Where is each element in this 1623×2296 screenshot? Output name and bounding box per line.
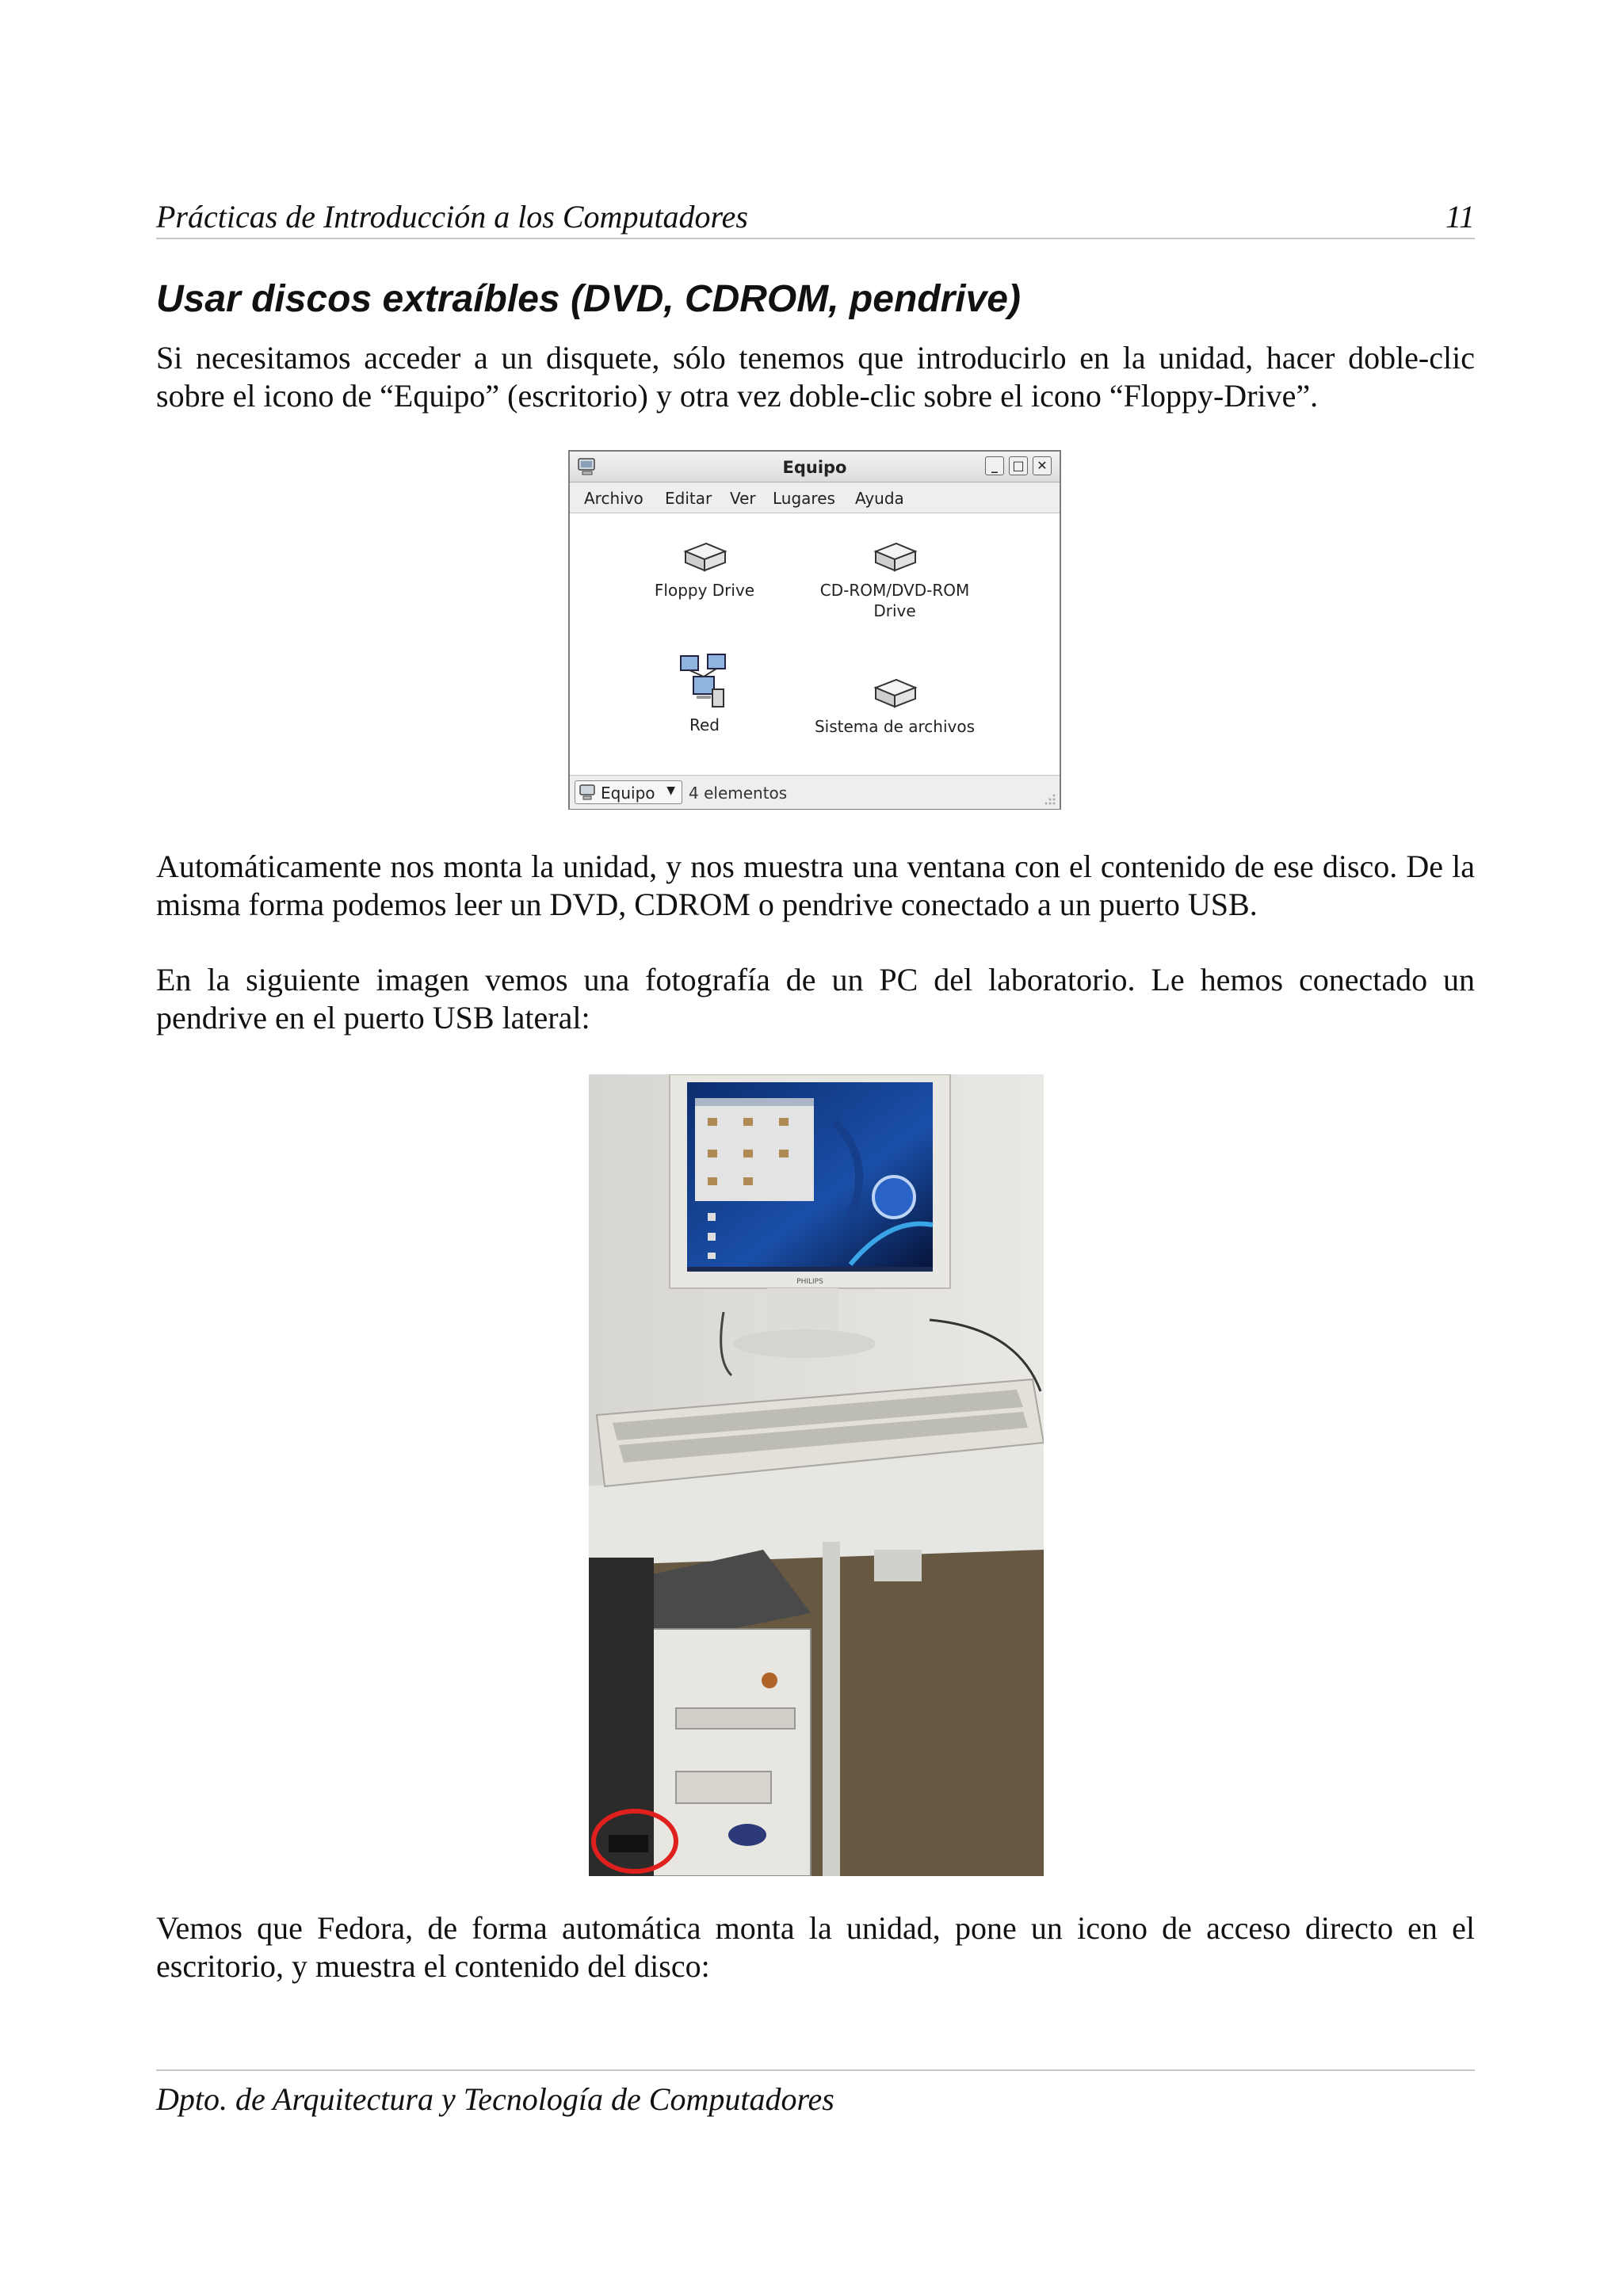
cdrom-drive-item[interactable] xyxy=(800,536,990,621)
close-button[interactable]: ✕ xyxy=(1033,456,1052,475)
menu-lugares[interactable]: Lugares xyxy=(773,489,835,508)
drive-icon xyxy=(869,536,920,575)
floppy-drive-item[interactable] xyxy=(609,536,800,601)
location-button-label: Equipo xyxy=(601,784,655,803)
location-button[interactable] xyxy=(575,780,682,804)
page-header xyxy=(156,193,1475,239)
chevron-down-icon: ▼ xyxy=(666,784,675,797)
menu-ver[interactable]: Ver xyxy=(730,489,756,508)
lab-pc-photo xyxy=(589,1074,1044,1876)
monitor-brand-label: PHILIPS xyxy=(796,1278,823,1286)
lab-pc-illustration xyxy=(589,1074,1044,1876)
paragraph-intro: Si necesitamos acceder a un disquete, sólo tenemos que introducirlo en la unidad, hacer doble-clic sobre el icono de “Equipo” (escritorio) y otra vez doble-clic sobre el icono “Floppy-Drive”. xyxy=(156,340,1475,414)
drive-icon xyxy=(869,672,920,711)
network-icon xyxy=(678,653,731,710)
cdrom-drive-label: CD-ROM/DVD-ROM Drive xyxy=(819,581,970,620)
window-content xyxy=(570,513,1060,751)
statusbar xyxy=(570,775,1060,809)
menu-archivo[interactable]: Archivo xyxy=(584,489,643,508)
drive-icon xyxy=(679,536,730,575)
header-title: Prácticas de Introducción a los Computadores xyxy=(156,199,748,235)
equipo-window-screenshot xyxy=(568,450,1061,810)
menubar xyxy=(570,482,1060,513)
window-titlebar xyxy=(570,452,1060,482)
sistema-archivos-item[interactable] xyxy=(800,672,990,737)
section-title: Usar discos extraíbles (DVD, CDROM, pendrive) xyxy=(156,278,1021,320)
paragraph-photo-intro: En la siguiente imagen vemos una fotografía de un PC del laboratorio. Le hemos conectado un pendrive en el puerto USB lateral: xyxy=(156,962,1475,1035)
maximize-button[interactable]: □ xyxy=(1009,456,1028,475)
floppy-drive-label: Floppy Drive xyxy=(654,581,755,600)
window-title: Equipo xyxy=(782,458,847,477)
sistema-archivos-label: Sistema de archivos xyxy=(814,717,976,736)
paragraph-auto-mount: Automáticamente nos monta la unidad, y nos muestra una ventana con el contenido de ese disco. De la misma forma podemos leer un DVD, CDROM o pendrive conectado a un puerto USB. xyxy=(156,849,1475,922)
red-label: Red xyxy=(689,715,720,734)
page-footer: Dpto. de Arquitectura y Tecnología de Computadores xyxy=(156,2069,1475,2118)
computer-icon xyxy=(579,784,598,801)
page-number: 11 xyxy=(1445,199,1475,235)
resize-grip-icon[interactable] xyxy=(1042,791,1056,806)
menu-editar[interactable]: Editar xyxy=(665,489,712,508)
paragraph-fedora: Vemos que Fedora, de forma automática monta la unidad, pone un icono de acceso directo en el escritorio, y muestra el contenido del disco: xyxy=(156,1910,1475,1984)
minimize-button[interactable]: _ xyxy=(985,456,1004,475)
status-text: 4 elementos xyxy=(689,784,788,803)
red-item[interactable] xyxy=(609,653,800,735)
menu-ayuda[interactable]: Ayuda xyxy=(855,489,904,508)
